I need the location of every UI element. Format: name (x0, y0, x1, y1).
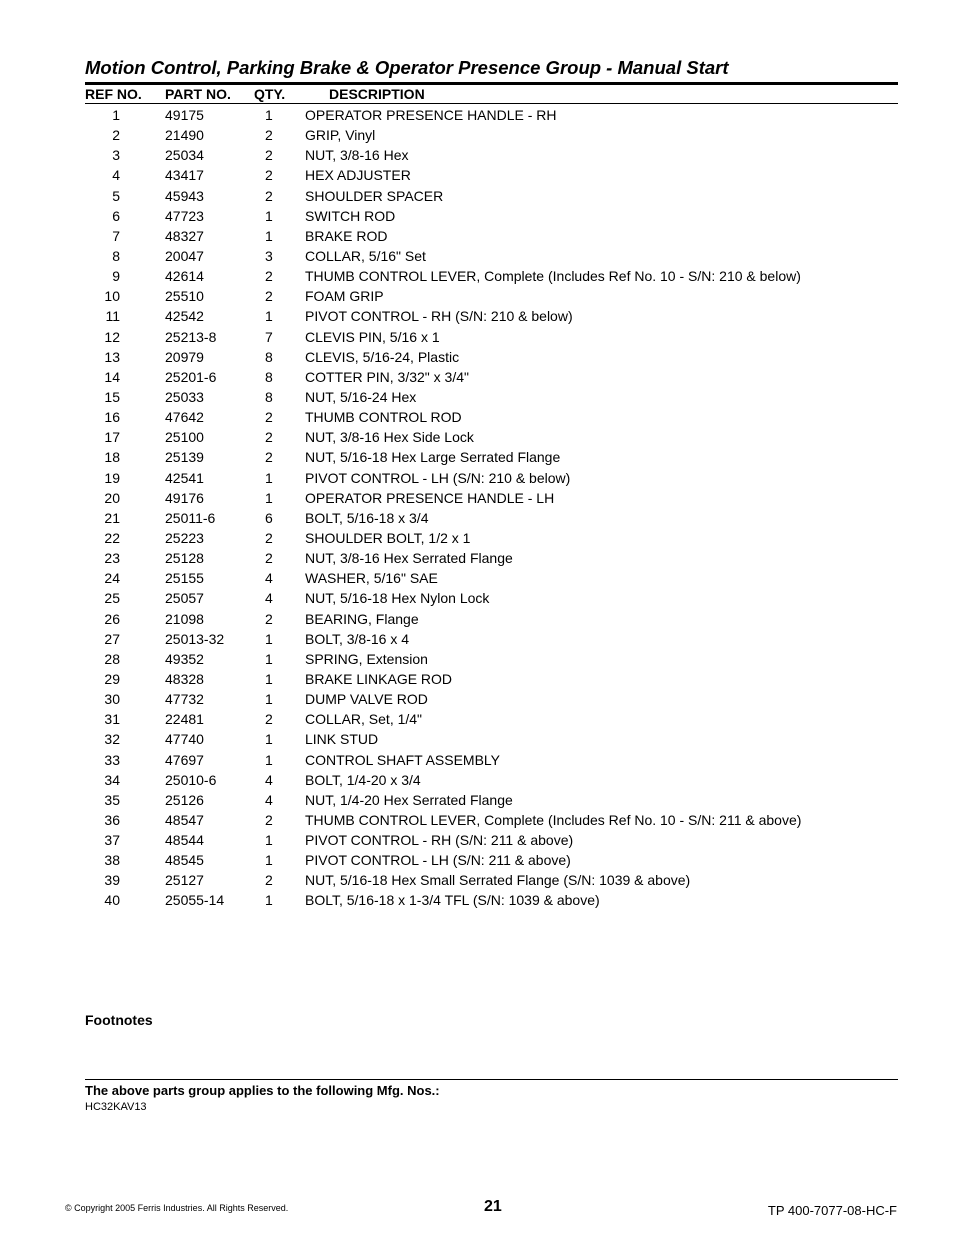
table-row (85, 328, 898, 348)
table-row (85, 287, 898, 307)
qty-cell: 1 (265, 852, 273, 869)
part-no-cell: 47642 (165, 409, 204, 426)
ref-cell: 27 (104, 630, 120, 647)
ref-cell: 37 (104, 832, 120, 849)
table-row (85, 730, 898, 750)
qty-cell: 8 (265, 368, 273, 385)
ref-cell: 24 (104, 570, 120, 587)
description-cell: BOLT, 3/8-16 x 4 (305, 630, 410, 647)
title-divider (85, 82, 898, 85)
table-row (85, 388, 898, 408)
qty-cell: 2 (265, 529, 273, 546)
description-cell: BRAKE ROD (305, 227, 388, 244)
description-cell: SPRING, Extension (305, 650, 428, 667)
qty-cell: 4 (265, 771, 273, 788)
table-row (85, 710, 898, 730)
part-no-cell: 47740 (165, 731, 204, 748)
description-cell: THUMB CONTROL LEVER, Complete (Includes Ref No. 10 - S/N: 211 & above) (305, 811, 802, 828)
part-no-cell: 48545 (165, 852, 204, 869)
ref-cell: 11 (105, 308, 120, 325)
ref-cell: 26 (104, 610, 120, 627)
ref-cell: 32 (104, 731, 120, 748)
ref-cell: 6 (112, 207, 120, 224)
ref-cell: 3 (112, 147, 120, 164)
part-no-cell: 47697 (165, 751, 204, 768)
qty-cell: 4 (265, 570, 273, 587)
ref-cell: 15 (104, 388, 120, 405)
table-row (85, 791, 898, 811)
ref-cell: 22 (104, 529, 120, 546)
ref-cell: 36 (104, 811, 120, 828)
description-cell: CLEVIS, 5/16-24, Plastic (305, 348, 460, 365)
part-no-cell: 45943 (165, 187, 204, 204)
part-no-cell: 43417 (165, 167, 204, 184)
qty-cell: 2 (265, 187, 273, 204)
table-row (85, 529, 898, 549)
table-row (85, 569, 898, 589)
ref-cell: 18 (104, 449, 120, 466)
ref-cell: 10 (104, 288, 120, 305)
table-row (85, 187, 898, 207)
ref-cell: 39 (104, 872, 120, 889)
footnotes-heading: Footnotes (85, 1012, 153, 1028)
table-row (85, 448, 898, 468)
table-row (85, 408, 898, 428)
column-header-ref-no: REF NO. (85, 86, 142, 102)
ref-cell: 21 (104, 509, 120, 526)
part-no-cell: 25013-32 (165, 630, 225, 647)
qty-cell: 2 (265, 872, 273, 889)
copyright-text: © Copyright 2005 Ferris Industries. All Rights Reserved. (65, 1203, 289, 1213)
description-cell: COTTER PIN, 3/32" x 3/4" (305, 368, 469, 385)
ref-cell: 9 (112, 268, 120, 285)
page-title: Motion Control, Parking Brake & Operator Presence Group - Manual Start (85, 57, 729, 78)
qty-cell: 4 (265, 791, 273, 808)
qty-cell: 1 (265, 469, 273, 486)
table-row (85, 751, 898, 771)
description-cell: COLLAR, 5/16" Set (305, 247, 426, 264)
part-no-cell: 21098 (165, 610, 204, 627)
table-row (85, 871, 898, 891)
qty-cell: 2 (265, 288, 273, 305)
ref-cell: 40 (104, 892, 120, 909)
table-row (85, 368, 898, 388)
description-cell: THUMB CONTROL LEVER, Complete (Includes Ref No. 10 - S/N: 210 & below) (305, 268, 801, 285)
ref-cell: 31 (104, 711, 120, 728)
part-no-cell: 25126 (165, 791, 204, 808)
applies-divider (85, 1079, 898, 1080)
table-row (85, 106, 898, 126)
qty-cell: 2 (265, 147, 273, 164)
qty-cell: 2 (265, 409, 273, 426)
description-cell: COLLAR, Set, 1/4" (305, 711, 423, 728)
ref-cell: 2 (112, 127, 120, 144)
description-cell: BOLT, 5/16-18 x 1-3/4 TFL (S/N: 1039 & above) (305, 892, 600, 909)
part-no-cell: 48327 (165, 227, 204, 244)
ref-cell: 16 (104, 409, 120, 426)
description-cell: NUT, 5/16-18 Hex Small Serrated Flange (S/N: 1039 & above) (305, 872, 691, 889)
part-no-cell: 25201-6 (165, 368, 217, 385)
part-no-cell: 49175 (165, 107, 204, 123)
description-cell: NUT, 3/8-16 Hex Serrated Flange (305, 550, 513, 567)
table-row (85, 348, 898, 368)
qty-cell: 1 (265, 691, 273, 708)
part-no-cell: 47723 (165, 207, 204, 224)
part-no-cell: 49176 (165, 489, 204, 506)
qty-cell: 1 (265, 731, 273, 748)
ref-cell: 30 (104, 691, 120, 708)
part-no-cell: 42542 (165, 308, 204, 325)
header-divider (85, 103, 898, 104)
part-no-cell: 25510 (165, 288, 204, 305)
column-header-part-no: PART NO. (165, 86, 231, 102)
table-row (85, 851, 898, 871)
part-no-cell: 25010-6 (165, 771, 217, 788)
part-no-cell: 25057 (165, 590, 204, 607)
part-no-cell: 25139 (165, 449, 204, 466)
description-cell: OPERATOR PRESENCE HANDLE - RH (305, 107, 557, 123)
qty-cell: 1 (265, 670, 273, 687)
qty-cell: 1 (265, 751, 273, 768)
table-row (85, 489, 898, 509)
ref-cell: 25 (104, 590, 120, 607)
ref-cell: 1 (112, 107, 120, 123)
ref-cell: 28 (104, 650, 120, 667)
description-cell: NUT, 5/16-18 Hex Large Serrated Flange (305, 449, 561, 466)
description-cell: BRAKE LINKAGE ROD (305, 670, 453, 687)
description-cell: FOAM GRIP (305, 288, 384, 305)
ref-cell: 7 (112, 227, 120, 244)
ref-cell: 35 (104, 791, 120, 808)
description-cell: CONTROL SHAFT ASSEMBLY (305, 751, 501, 768)
ref-cell: 19 (104, 469, 120, 486)
description-cell: THUMB CONTROL ROD (305, 409, 462, 426)
mfg-number: HC32KAV13 (85, 1101, 147, 1113)
column-header-description: DESCRIPTION (329, 86, 425, 102)
qty-cell: 1 (265, 832, 273, 849)
part-no-cell: 25011-6 (165, 509, 216, 526)
part-no-cell: 48544 (165, 832, 204, 849)
part-no-cell: 42614 (165, 268, 204, 285)
description-cell: OPERATOR PRESENCE HANDLE - LH (305, 489, 555, 506)
part-no-cell: 20979 (165, 348, 204, 365)
applies-heading: The above parts group applies to the following Mfg. Nos.: (85, 1083, 440, 1098)
qty-cell: 2 (265, 811, 273, 828)
table-row (85, 146, 898, 166)
table-row (85, 650, 898, 670)
ref-cell: 8 (112, 247, 120, 264)
ref-cell: 20 (104, 489, 120, 506)
part-no-cell: 49352 (165, 650, 204, 667)
ref-cell: 38 (104, 852, 120, 869)
qty-cell: 4 (265, 590, 273, 607)
part-no-cell: 25213-8 (165, 328, 217, 345)
description-cell: CLEVIS PIN, 5/16 x 1 (305, 328, 440, 345)
qty-cell: 8 (265, 388, 273, 405)
ref-cell: 14 (104, 368, 120, 385)
table-header (85, 86, 898, 103)
part-no-cell: 25128 (165, 550, 204, 567)
ref-cell: 33 (104, 751, 120, 768)
document-id: TP 400-7077-08-HC-F (767, 1203, 897, 1218)
parts-table (85, 106, 898, 912)
table-row (85, 267, 898, 287)
part-no-cell: 25223 (165, 529, 204, 546)
part-no-cell: 48328 (165, 670, 204, 687)
table-row (85, 126, 898, 146)
description-cell: PIVOT CONTROL - RH (S/N: 210 & below) (305, 308, 573, 325)
qty-cell: 1 (265, 630, 273, 647)
qty-cell: 6 (265, 509, 273, 526)
part-no-cell: 22481 (165, 711, 204, 728)
ref-cell: 4 (112, 167, 120, 184)
qty-cell: 1 (265, 227, 273, 244)
description-cell: PIVOT CONTROL - LH (S/N: 210 & below) (305, 469, 571, 486)
table-row (85, 307, 898, 327)
part-no-cell: 25034 (165, 147, 204, 164)
qty-cell: 1 (265, 107, 273, 123)
table-row (85, 247, 898, 267)
qty-cell: 1 (265, 489, 273, 506)
table-row (85, 771, 898, 791)
qty-cell: 2 (265, 449, 273, 466)
table-row (85, 690, 898, 710)
table-row (85, 227, 898, 247)
description-cell: WASHER, 5/16" SAE (305, 570, 438, 587)
table-row (85, 610, 898, 630)
description-cell: BOLT, 1/4-20 x 3/4 (305, 771, 421, 788)
qty-cell: 1 (265, 650, 273, 667)
qty-cell: 2 (265, 127, 273, 144)
part-no-cell: 25033 (165, 388, 204, 405)
table-row (85, 469, 898, 489)
table-row (85, 589, 898, 609)
part-no-cell: 25100 (165, 429, 204, 446)
description-cell: SHOULDER SPACER (305, 187, 444, 204)
description-cell: NUT, 3/8-16 Hex (305, 147, 409, 164)
qty-cell: 2 (265, 610, 273, 627)
description-cell: PIVOT CONTROL - RH (S/N: 211 & above) (305, 832, 574, 849)
qty-cell: 1 (265, 892, 273, 909)
description-cell: GRIP, Vinyl (305, 127, 376, 144)
description-cell: PIVOT CONTROL - LH (S/N: 211 & above) (305, 852, 571, 869)
qty-cell: 2 (265, 550, 273, 567)
ref-cell: 13 (104, 348, 120, 365)
table-row (85, 811, 898, 831)
part-no-cell: 25055-14 (165, 892, 225, 909)
part-no-cell: 47732 (165, 691, 204, 708)
ref-cell: 34 (104, 771, 120, 788)
description-cell: NUT, 5/16-24 Hex (305, 388, 417, 405)
description-cell: BEARING, Flange (305, 610, 419, 627)
page-number: 21 (484, 1198, 502, 1215)
table-row (85, 428, 898, 448)
qty-cell: 7 (265, 328, 273, 345)
qty-cell: 2 (265, 711, 273, 728)
description-cell: DUMP VALVE ROD (305, 691, 428, 708)
part-no-cell: 20047 (165, 247, 204, 264)
table-row (85, 670, 898, 690)
description-cell: HEX ADJUSTER (305, 167, 411, 184)
table-row (85, 831, 898, 851)
table-row (85, 509, 898, 529)
table-row (85, 166, 898, 186)
table-row (85, 891, 898, 911)
description-cell: NUT, 5/16-18 Hex Nylon Lock (305, 590, 490, 607)
description-cell: SWITCH ROD (305, 207, 396, 224)
part-no-cell: 42541 (165, 469, 204, 486)
column-header-qty: QTY. (254, 86, 286, 102)
qty-cell: 2 (265, 167, 273, 184)
ref-cell: 23 (104, 550, 120, 567)
table-row (85, 630, 898, 650)
table-row (85, 549, 898, 569)
description-cell: BOLT, 5/16-18 x 3/4 (305, 509, 429, 526)
part-no-cell: 25155 (165, 570, 204, 587)
description-cell: NUT, 3/8-16 Hex Side Lock (305, 429, 474, 446)
part-no-cell: 21490 (165, 127, 204, 144)
part-no-cell: 48547 (165, 811, 204, 828)
qty-cell: 1 (265, 308, 273, 325)
description-cell: LINK STUD (305, 731, 379, 748)
table-row (85, 207, 898, 227)
ref-cell: 29 (104, 670, 120, 687)
qty-cell: 2 (265, 268, 273, 285)
qty-cell: 1 (265, 207, 273, 224)
qty-cell: 8 (265, 348, 273, 365)
description-cell: NUT, 1/4-20 Hex Serrated Flange (305, 791, 513, 808)
ref-cell: 5 (112, 187, 120, 204)
description-cell: SHOULDER BOLT, 1/2 x 1 (305, 529, 471, 546)
qty-cell: 3 (265, 247, 273, 264)
ref-cell: 17 (104, 429, 120, 446)
part-no-cell: 25127 (165, 872, 204, 889)
qty-cell: 2 (265, 429, 273, 446)
ref-cell: 12 (104, 328, 120, 345)
